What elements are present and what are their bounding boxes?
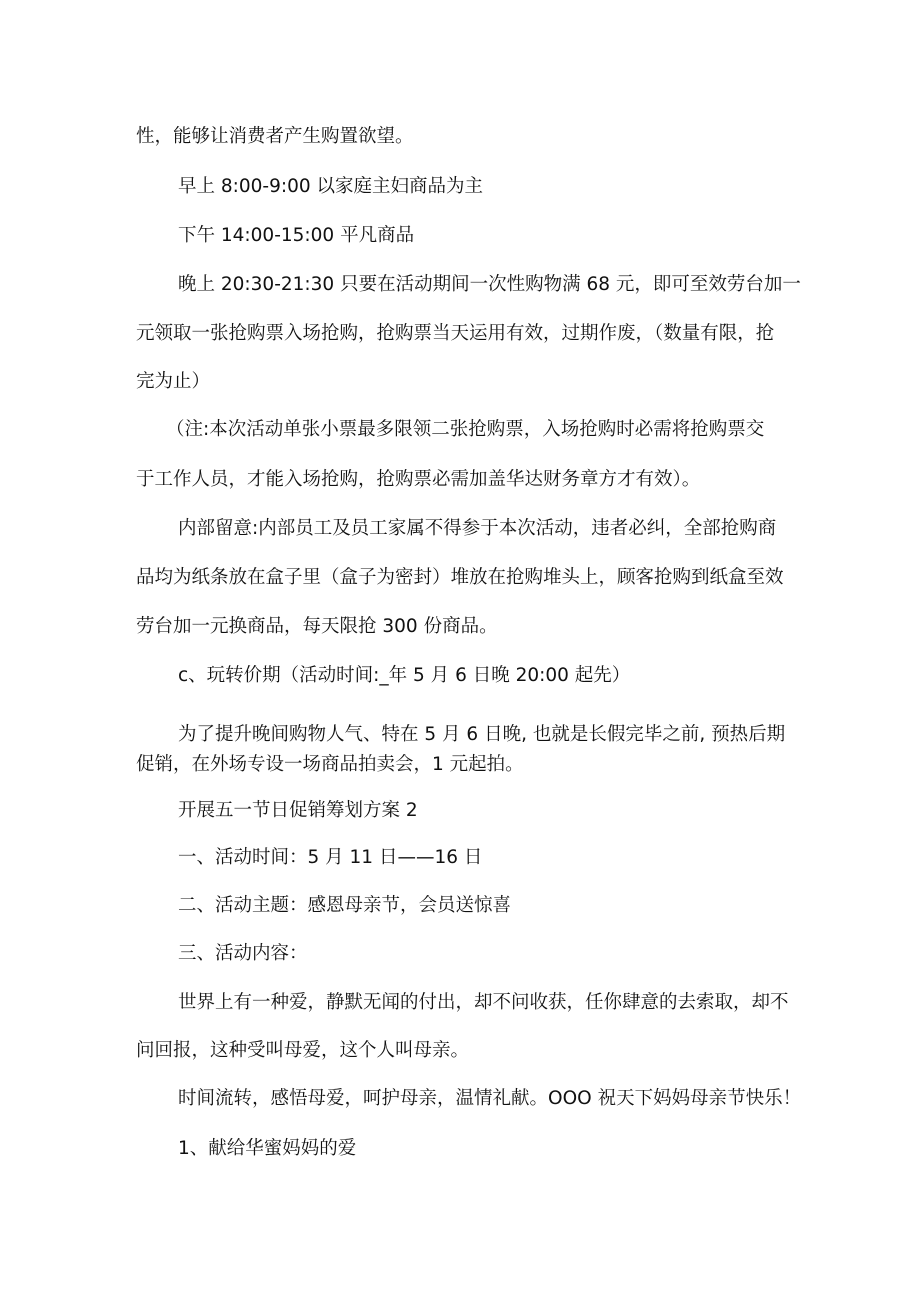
text-line: 早上 8:00-9:00 以家庭主妇商品为主 [178, 176, 484, 197]
text-line: 品均为纸条放在盒子里（盒子为密封）堆放在抢购堆头上，顾客抢购到纸盒至效 [136, 567, 784, 588]
text-line: 三、活动内容： [178, 943, 308, 964]
text-line: 为了提升晚间购物人气、特在 5 月 6 日晚, 也就是长假完毕之前, 预热后期 [178, 724, 786, 745]
text-line: 问回报，这种受叫母爱，这个人叫母亲。 [136, 1040, 470, 1061]
text-line: 元领取一张抢购票入场抢购，抢购票当天运用有效，过期作废，（数量有限，抢 [136, 323, 775, 344]
text-line: 1、献给华蜜妈妈的爱 [178, 1138, 357, 1159]
text-line: 二、活动主题：感恩母亲节，会员送惊喜 [178, 895, 512, 916]
text-line: （注:本次活动单张小票最多限领二张抢购票，入场抢购时必需将抢购票交 [166, 419, 765, 440]
text-line: c、玩转价期（活动时间:_年 5 月 6 日晚 20:00 起先） [178, 665, 631, 686]
text-line: 世界上有一种爱，静默无闻的付出，却不问收获，任你肆意的去索取，却不 [178, 992, 789, 1013]
text-line: 于工作人员，才能入场抢购，抢购票必需加盖华达财务章方才有效）。 [136, 469, 701, 490]
text-line: 晚上 20:30-21:30 只要在活动期间一次性购物满 68 元，即可至效劳台加一 [178, 274, 801, 295]
text-line: 下午 14:00-15:00 平凡商品 [178, 225, 415, 246]
text-line: 一、活动时间：5 月 11 日——16 日 [178, 847, 483, 868]
text-line: 促销，在外场专设一场商品拍卖会，1 元起拍。 [136, 754, 524, 775]
text-line: 完为止） [136, 371, 211, 392]
text-line: 性，能够让消费者产生购置欲望。 [136, 126, 414, 147]
text-line: 劳台加一元换商品，每天限抢 300 份商品。 [136, 616, 498, 637]
text-line: 开展五一节日促销筹划方案 2 [178, 800, 418, 821]
text-line: 时间流转，感悟母爱，呵护母亲，温情礼献。OOO 祝天下妈妈母亲节快乐！ [178, 1088, 802, 1109]
text-line: 内部留意:内部员工及员工家属不得参于本次活动，违者必纠，全部抢购商 [178, 518, 777, 539]
